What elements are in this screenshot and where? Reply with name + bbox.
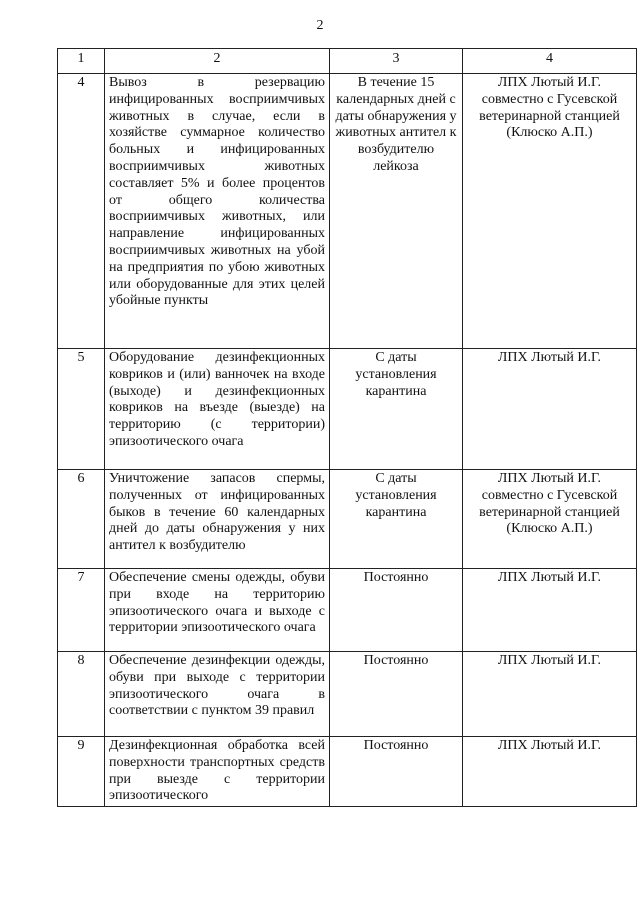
row-term: С даты установления карантина (330, 470, 463, 569)
table-row (58, 349, 637, 470)
row-action: Обеспечение смены одежды, обуви при входе на территорию эпизоотического очага и выходе с территории эпизоотического очага (105, 569, 330, 652)
row-number: 5 (58, 349, 105, 470)
table-row (58, 737, 637, 807)
table-row (58, 652, 637, 737)
row-responsible: ЛПХ Лютый И.Г. совместно с Гусевской ветеринарной станцией (Клюско А.П.) (463, 74, 637, 349)
table-row (58, 470, 637, 569)
row-action: Оборудование дезинфекционных ковриков и (или) ванночек на входе (выходе) и дезинфекционных ковриков на въезде (выезде) на территорию (с территории) эпизоотического очага (105, 349, 330, 470)
page-number: 2 (316, 18, 324, 33)
row-term: С даты установления карантина (330, 349, 463, 470)
table-row (58, 74, 637, 349)
row-number: 9 (58, 737, 105, 807)
row-action: Дезинфекционная обработка всей поверхности транспортных средств при выезде с территории эпизоотического (105, 737, 330, 807)
row-action: Обеспечение дезинфекции одежды, обуви при выходе с территории эпизоотического очага в соответствии с пунктом 39 правил (105, 652, 330, 737)
row-number: 4 (58, 74, 105, 349)
table-header-row (58, 49, 637, 74)
row-action: Уничтожение запасов спермы, полученных от инфицированных быков в течение 60 календарных дней до даты обнаружения у них антител к возбудителю (105, 470, 330, 569)
row-action: Вывоз в резервацию инфицированных восприимчивых животных в случае, если в хозяйстве суммарное количество больных и инфицированных восприимчивых животных составляет 5% и более процентов от общего количества восприимчивых животных, или направление инфицированных восприимчивых животных на убой на предприятия по убою животных или оборудованные для этих целей убойные пункты (105, 74, 330, 349)
header-col-4: 4 (463, 49, 637, 74)
row-term: В течение 15 календарных дней с даты обнаружения у животных антител к возбудителю лейкоза (330, 74, 463, 349)
header-col-1: 1 (58, 49, 105, 74)
row-term: Постоянно (330, 652, 463, 737)
header-col-2: 2 (105, 49, 330, 74)
row-term: Постоянно (330, 737, 463, 807)
table-row (58, 569, 637, 652)
row-responsible: ЛПХ Лютый И.Г. совместно с Гусевской ветеринарной станцией (Клюско А.П.) (463, 470, 637, 569)
row-number: 7 (58, 569, 105, 652)
row-responsible: ЛПХ Лютый И.Г. (463, 569, 637, 652)
row-responsible: ЛПХ Лютый И.Г. (463, 737, 637, 807)
measures-table (57, 48, 637, 807)
row-responsible: ЛПХ Лютый И.Г. (463, 652, 637, 737)
row-number: 8 (58, 652, 105, 737)
header-col-3: 3 (330, 49, 463, 74)
row-number: 6 (58, 470, 105, 569)
row-responsible: ЛПХ Лютый И.Г. (463, 349, 637, 470)
row-term: Постоянно (330, 569, 463, 652)
